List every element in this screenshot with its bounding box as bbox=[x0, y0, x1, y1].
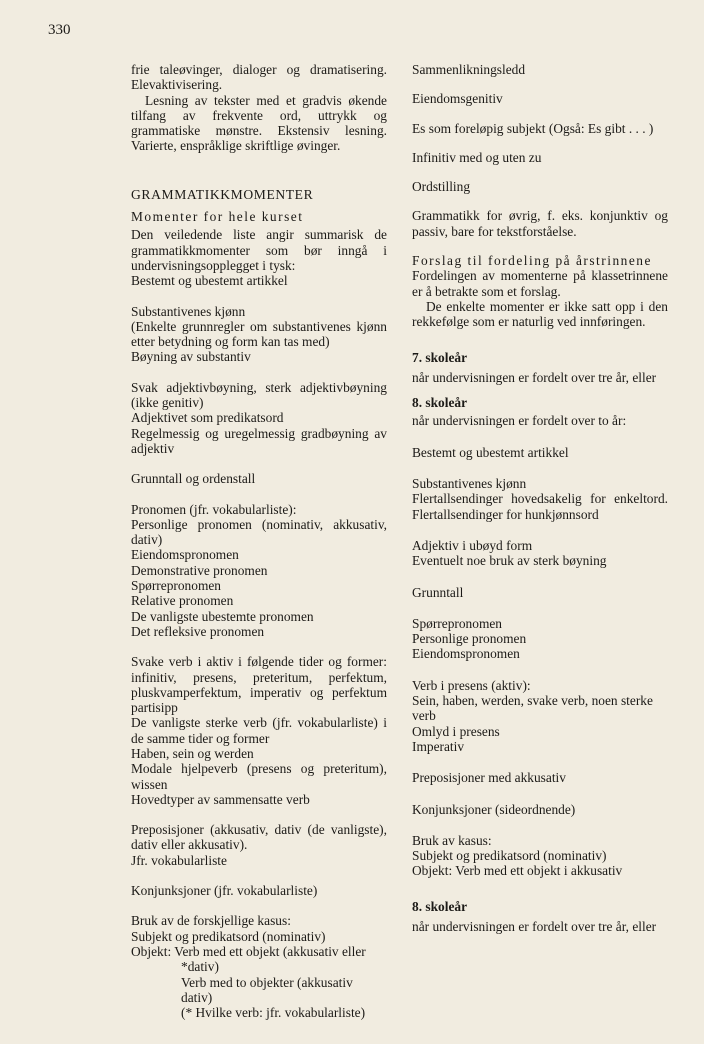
grammar-line: Jfr. vokabularliste bbox=[131, 852, 227, 868]
intro-paragraph-2: Lesning av tekster med et gradvis økende tilfang av frekvente ord, uttrykk og grammatiske mønstre. Ekstensiv lesning. Varierte, enspråklige skriftlige øvinger. bbox=[131, 92, 387, 154]
grammar-line: Adjektivet som predikatsord bbox=[131, 410, 284, 426]
grammar-line: Preposisjoner (akkusativ, dativ (de vanligste), dativ eller akkusativ). bbox=[131, 822, 387, 853]
grammar-line: Grammatikk for øvrig, f. eks. konjunktiv og passiv, bare for tekstforståelse. bbox=[412, 208, 668, 239]
grammar-line: Eiendomspronomen bbox=[131, 547, 239, 563]
grammar-line: Grunntall bbox=[412, 584, 464, 600]
grammar-line: Preposisjoner med akkusativ bbox=[412, 770, 566, 786]
grammar-heading: GRAMMATIKKMOMENTER bbox=[131, 186, 314, 202]
grammar-line: Det refleksive pronomen bbox=[131, 623, 265, 639]
grammar-line: Konjunksjoner (sideordnende) bbox=[412, 801, 576, 817]
grammar-line: Haben, sein og werden bbox=[131, 745, 254, 761]
grammar-line: Svake verb i aktiv i følgende tider og former: infinitiv, presens, preteritum, perfektum, pluskvamperfektum, imperativ og perfektum partisipp bbox=[131, 654, 387, 716]
grammar-line: Bøyning av substantiv bbox=[131, 349, 251, 365]
school-year-note: når undervisningen er fordelt over tre år, eller bbox=[412, 369, 657, 385]
grammar-subheading: Momenter for hele kurset bbox=[131, 209, 304, 225]
grammar-line: Regelmessig og uregelmessig gradbøyning av adjektiv bbox=[131, 425, 387, 456]
grammar-line: De vanligste sterke verb (jfr. vokabularliste) i de samme tider og former bbox=[131, 715, 387, 746]
grammar-line: Substantivenes kjønn bbox=[131, 303, 246, 319]
intro-paragraph-1: frie taleøvinger, dialoger og dramatisering. Elevaktivisering. bbox=[131, 62, 387, 93]
grammar-line: Eiendomspronomen bbox=[412, 646, 520, 662]
left-column bbox=[131, 62, 387, 1020]
grammar-line: Ordstilling bbox=[412, 179, 471, 195]
grammar-line: Personlige pronomen bbox=[412, 631, 527, 647]
grammar-line: Verb med to objekter (akkusativ dativ) bbox=[181, 974, 353, 1005]
grammar-line: Modale hjelpeverb (presens og preteritum), wissen bbox=[131, 761, 387, 792]
right-column bbox=[412, 62, 668, 934]
grammar-line: Imperativ bbox=[412, 738, 465, 754]
grammar-line: Svak adjektivbøyning, sterk adjektivbøyning (ikke genitiv) bbox=[131, 379, 387, 411]
grammar-line: Sammenlikningsledd bbox=[412, 62, 526, 77]
grammar-line: Objekt: Verb med ett objekt i akkusativ bbox=[412, 863, 623, 879]
school-year-heading: 7. skoleår bbox=[412, 349, 468, 365]
grammar-line: Konjunksjoner (jfr. vokabularliste) bbox=[131, 883, 318, 899]
grammar-line: Infinitiv med og uten zu bbox=[412, 149, 542, 165]
grammar-line: Bestemt og ubestemt artikkel bbox=[131, 273, 288, 289]
grammar-line: Demonstrative pronomen bbox=[131, 562, 268, 578]
page-number: 330 bbox=[48, 22, 71, 38]
distribution-paragraph-1: Fordelingen av momenterne på klassetrinnene er å betrakte som et forslag. bbox=[412, 268, 668, 299]
distribution-subheading: Forslag til fordeling på årstrinnene bbox=[412, 253, 652, 269]
grammar-line: Grunntall og ordenstall bbox=[131, 471, 256, 487]
grammar-line: Verb i presens (aktiv): bbox=[412, 677, 531, 693]
grammar-line: Bestemt og ubestemt artikkel bbox=[412, 444, 569, 460]
grammar-line: Omlyd i presens bbox=[412, 723, 500, 739]
grammar-line: Substantivenes kjønn bbox=[412, 476, 527, 492]
grammar-line: Adjektiv i ubøyd form bbox=[412, 537, 533, 553]
grammar-line: (Enkelte grunnregler om substantivenes kjønn etter betydning og form kan tas med) bbox=[131, 318, 387, 350]
grammar-line: Es som foreløpig subjekt (Også: Es gibt . . . ) bbox=[412, 120, 654, 136]
grammar-line: Sein, haben, werden, svake verb, noen sterke verb bbox=[412, 693, 653, 724]
grammar-line: De vanligste ubestemte pronomen bbox=[131, 608, 314, 624]
grammar-line: (* Hvilke verb: jfr. vokabularliste) bbox=[181, 1005, 366, 1021]
school-year-heading: 8. skoleår bbox=[412, 395, 468, 411]
grammar-line: Objekt: Verb med ett objekt (akkusativ eller *dativ) bbox=[131, 943, 366, 975]
grammar-line: Eventuelt noe bruk av sterk bøyning bbox=[412, 553, 607, 569]
grammar-line: Flertallsendinger hovedsakelig for enkeltord. Flertallsendinger for hunkjønnsord bbox=[412, 491, 668, 522]
grammar-line: Bruk av kasus: bbox=[412, 832, 492, 848]
grammar-line: Hovedtyper av sammensatte verb bbox=[131, 791, 310, 807]
grammar-line: Relative pronomen bbox=[131, 593, 234, 609]
grammar-line: Subjekt og predikatsord (nominativ) bbox=[131, 928, 326, 944]
distribution-paragraph-2: De enkelte momenter er ikke satt opp i den rekkefølge som er naturlig ved innføringen. bbox=[412, 298, 668, 330]
grammar-line: Spørrepronomen bbox=[131, 578, 221, 594]
grammar-line: Eiendomsgenitiv bbox=[412, 91, 503, 107]
school-year-note: når undervisningen er fordelt over tre år, eller bbox=[412, 918, 657, 934]
grammar-line: Bruk av de forskjellige kasus: bbox=[131, 913, 291, 929]
grammar-line: Pronomen (jfr. vokabularliste): bbox=[131, 501, 297, 517]
grammar-line: Personlige pronomen (nominativ, akkusativ, dativ) bbox=[131, 516, 387, 548]
grammar-line: Spørrepronomen bbox=[412, 615, 502, 631]
grammar-line: Subjekt og predikatsord (nominativ) bbox=[412, 848, 607, 864]
school-year-heading: 8. skoleår bbox=[412, 898, 468, 914]
school-year-note: når undervisningen er fordelt over to år: bbox=[412, 413, 627, 429]
grammar-intro-text: Den veiledende liste angir summarisk de grammatikkmomenter som bør inngå i undervisningsopplegget i tysk: bbox=[131, 227, 387, 273]
